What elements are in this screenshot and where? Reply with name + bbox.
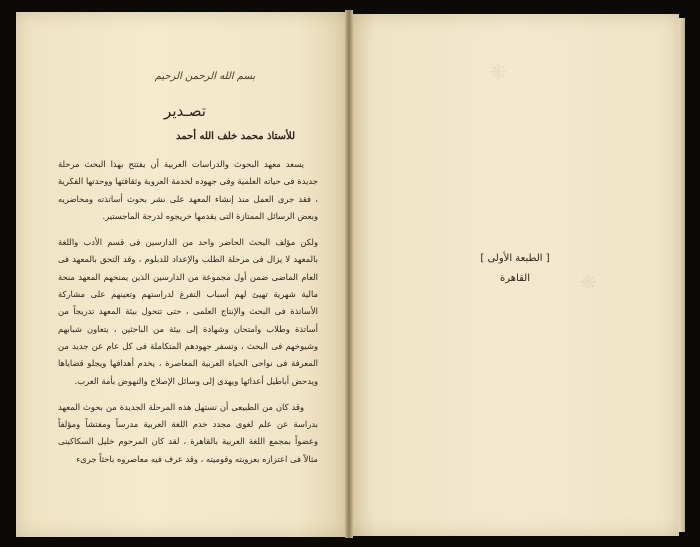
paragraph: يسعد معهد البحوث والدراسات العربية أن يفتتح بهذا البحث مرحلة جديدة فى حياته العلمية وفى جهوده لخدمة العروبة وثقافتها ووحدتها الفكرية ، فقد جرى العمل منذ إنشاء المعهد على نشر بحوث أساتذته ومحاضريه وبعض الرسائل الممتازة التى يقدمها خريجوه لدرجة الماجستير. — [58, 159, 318, 221]
page-edge — [679, 18, 685, 532]
bleed-through-mark: ❋ — [490, 60, 507, 84]
author-line: للأستاذ محمد خلف الله أحمد — [175, 131, 295, 142]
paragraph: وقد كان من الطبيعى أن تستهل هذه المرحلة الجديدة من بحوث المعهد بدراسة عن علم لغوى مجدد خدم اللغة العربية مدرساً ومفتشاً ومؤلفاً وعضواً بمجمع اللغة العربية بالقاهرة ، لقد كان المرحوم خليل السكاكينى مثالاً فى اعتزازه بعروبته وقوميته ، وقد عرف فيه معاصروه باحثاً جرىء — [58, 401, 318, 464]
book-gutter — [345, 10, 353, 538]
edition-block — [465, 249, 565, 289]
edition-label: [ الطبعة الأولى ] — [480, 253, 550, 264]
city-label: القاهرة — [500, 273, 530, 284]
paragraph: ولكن مؤلف البحث الحاضر واحد من الدارسين فى قسم الأدب واللغة بالمعهد لا يزال فى مرحلة الطلب والإعداد للدبلوم ، وقد التحق بالمعهد فى العام الماضى ضمن أول مجموعة من الدارسين الذين يمنحهم المعهد منحة مالية شهرية تهيئ لهم أسباب التفرغ لدراستهم وتعينهم على مشاركة الأساتذة فى البحث والإنتاج العلمى ، حتى تتحول بيئة المعهد تدريجاً من أساتذة وطلاب وامتحان وشهادة إلى بيئة من الباحثين ، يتعاون شبابهم وشيوخهم فى البحث ، وتسفر جهودهم المتكاملة فى كل عام عن جديد من المعرفة فى نواحى الحياة العربية المعاصرة ، يخدم أهدافها ويجلو قضاياها ويدحض أباطيل أعدائها ويهدى إلى وسائل الإصلاح والنهوض بأمة العرب. — [58, 237, 318, 386]
bleed-through-mark: ❋ — [580, 270, 597, 294]
body-text — [58, 156, 318, 468]
basmala-calligraphy: بسم الله الرحمن الرحيم — [154, 71, 256, 82]
page-heading: تصـدير — [164, 102, 206, 120]
